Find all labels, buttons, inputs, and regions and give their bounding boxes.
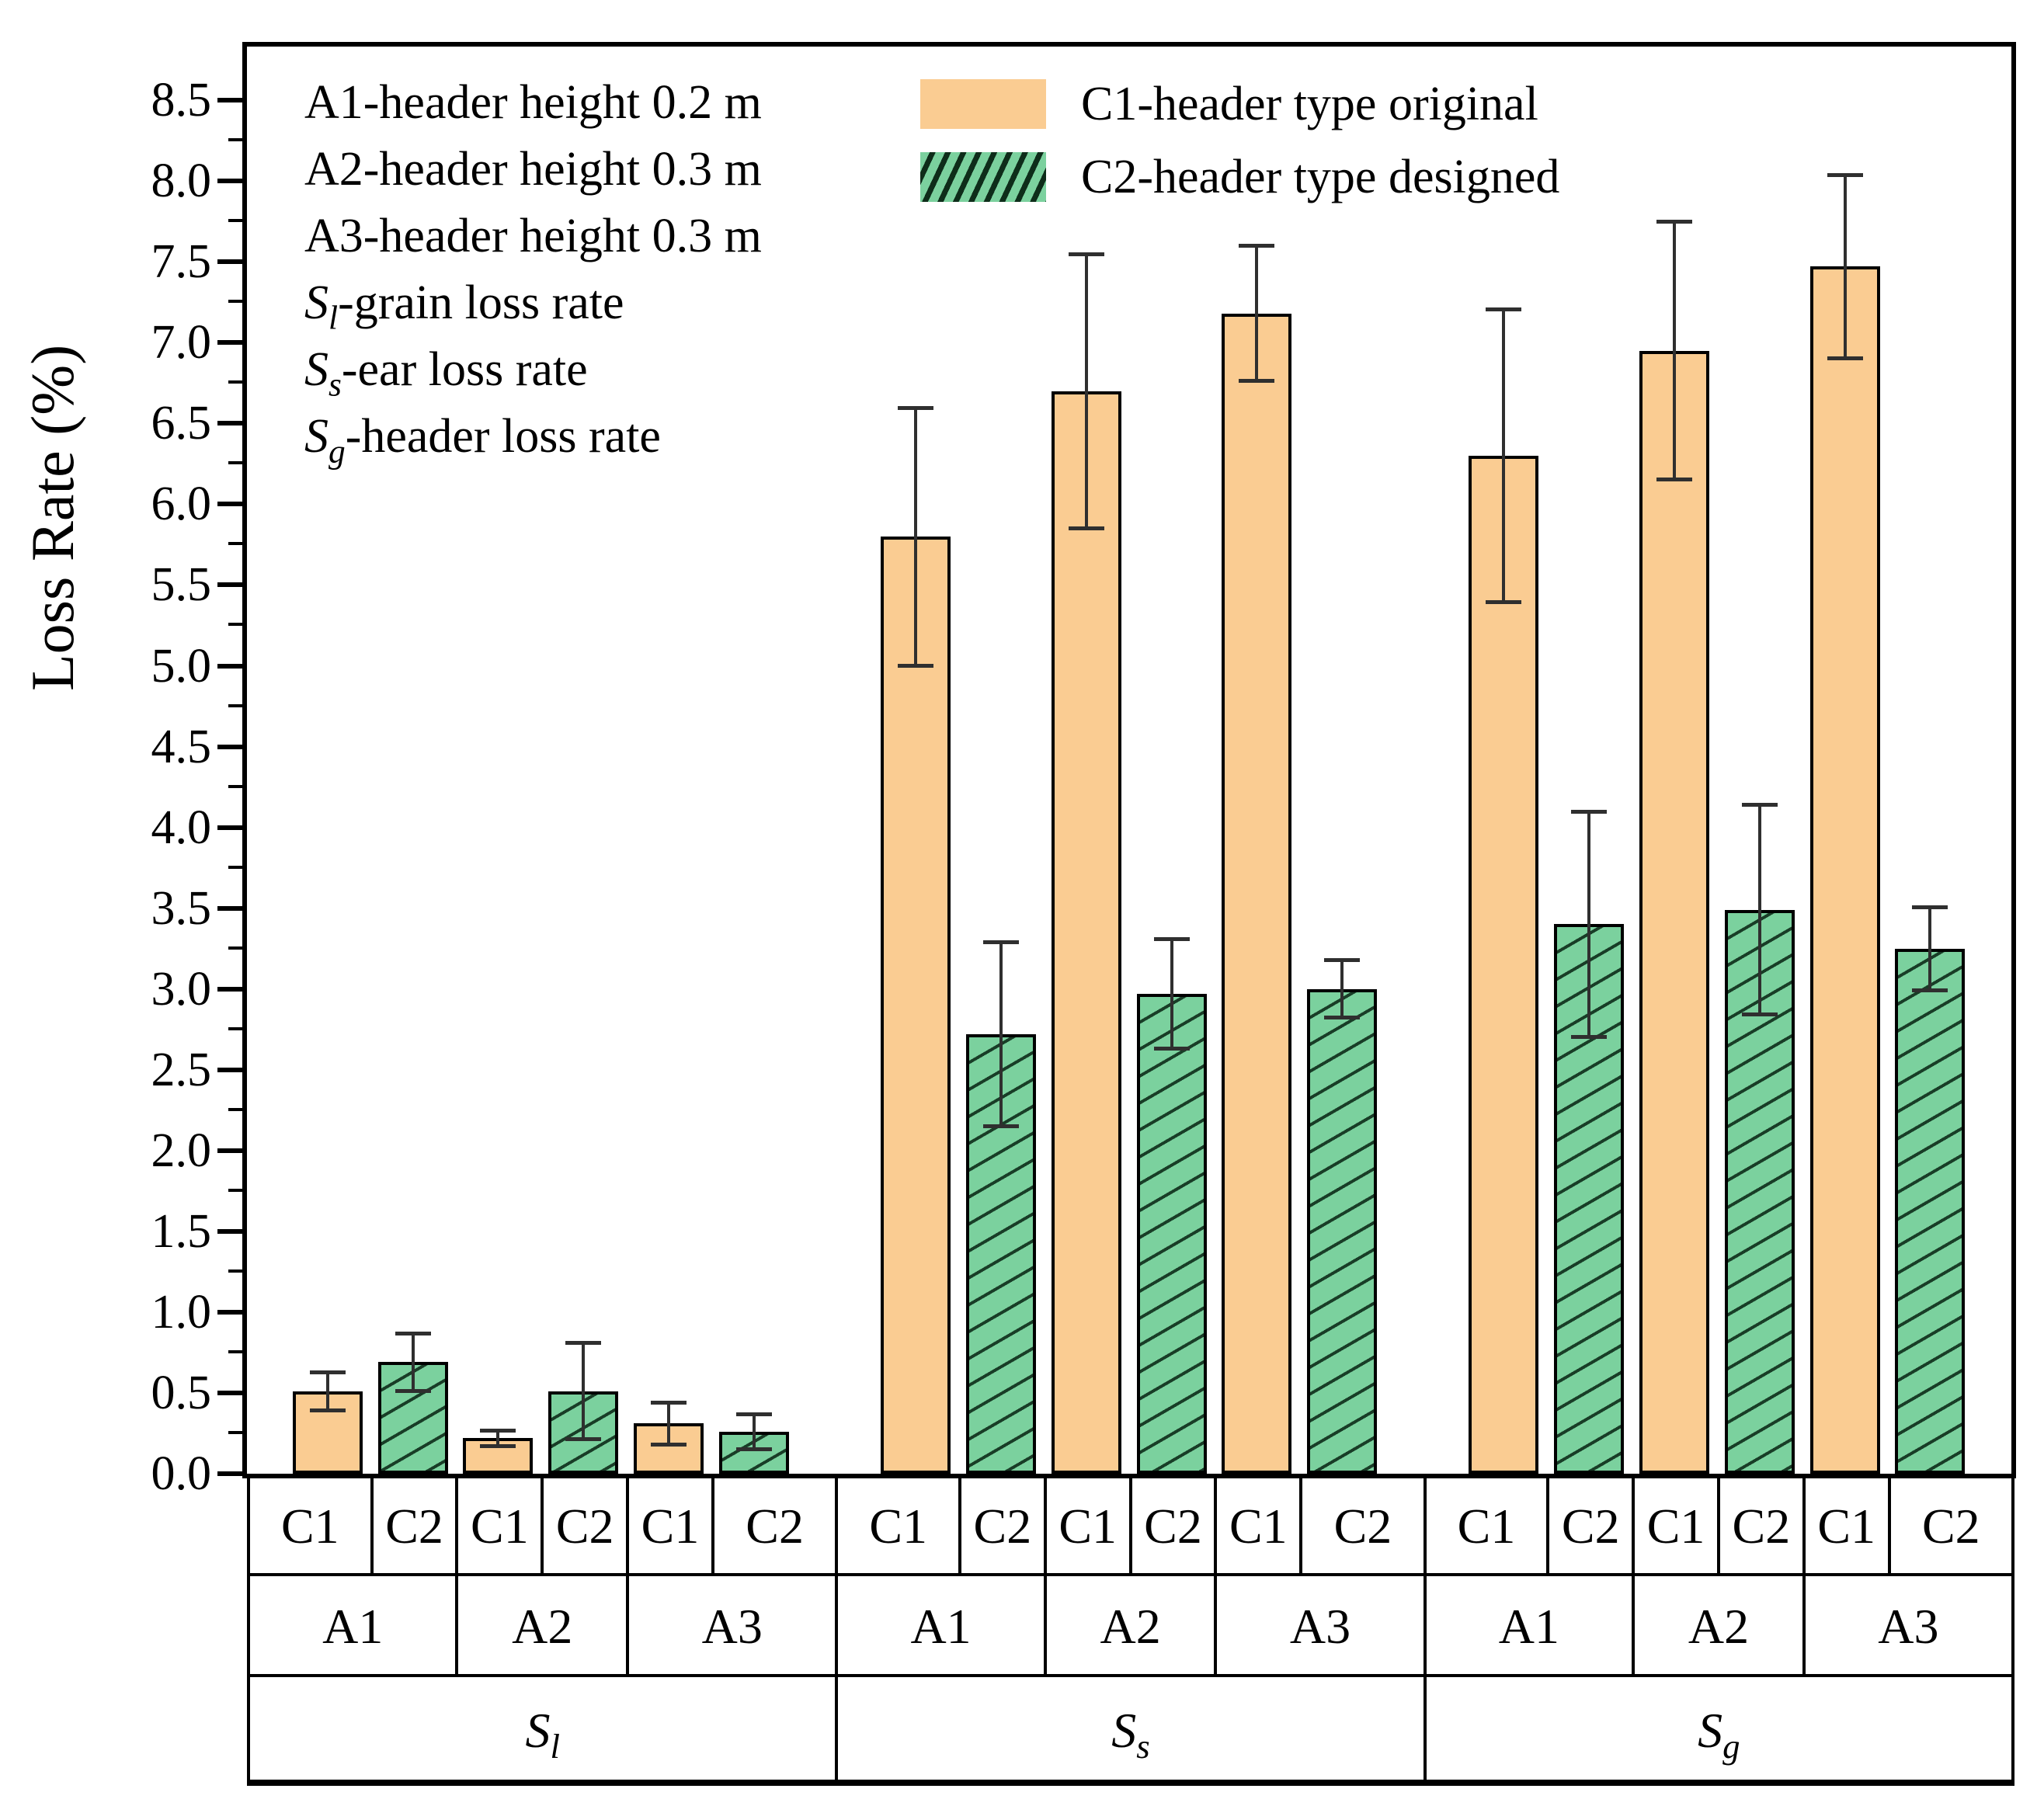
error-bar-Ss-A2-C2 <box>1170 939 1173 1049</box>
table-cell-Ss-A3: A3 <box>1214 1573 1426 1677</box>
error-cap-top <box>1069 252 1104 256</box>
y-major-tick <box>217 1068 242 1072</box>
error-cap-bottom <box>1486 600 1521 604</box>
table-cell-Sl-A1-C2: C2 <box>370 1474 459 1576</box>
table-cell-Ss-A1: A1 <box>835 1573 1046 1677</box>
bar-Ss-A2-C1 <box>1052 391 1121 1474</box>
error-cap-top <box>565 1341 601 1345</box>
y-tick-label: 6.0 <box>151 478 211 531</box>
y-major-tick <box>217 179 242 183</box>
table-cell-Sl-A1-C1: C1 <box>247 1474 374 1576</box>
bar-Ss-A2-C2 <box>1137 994 1207 1474</box>
y-major-tick <box>217 906 242 911</box>
error-bar-Sg-A1-C2 <box>1587 811 1590 1037</box>
y-tick-label: 2.0 <box>151 1124 211 1177</box>
table-cell-Sg-A1-C2: C2 <box>1546 1474 1635 1576</box>
error-bar-Sl-A1-C1 <box>326 1372 329 1411</box>
table-cell-Sg-A2-C2: C2 <box>1717 1474 1806 1576</box>
y-tick-label: 3.0 <box>151 962 211 1016</box>
y-tick-label: 1.0 <box>151 1285 211 1339</box>
error-cap-bottom <box>651 1443 687 1447</box>
y-tick-label: 2.5 <box>151 1043 211 1096</box>
bar-Sg-A1-C1 <box>1469 456 1538 1474</box>
y-tick-label: 5.0 <box>151 639 211 693</box>
error-cap-bottom <box>1239 379 1274 383</box>
error-bar-Sg-A1-C1 <box>1502 309 1505 603</box>
error-bar-Sl-A1-C2 <box>412 1333 415 1391</box>
table-cell-Sg-A2-C1: C1 <box>1632 1474 1720 1576</box>
table-cell-Sg-A3: A3 <box>1802 1573 2014 1677</box>
y-minor-tick <box>228 461 242 464</box>
table-cell-Ss-A3-C1: C1 <box>1214 1474 1302 1576</box>
error-cap-bottom <box>480 1444 516 1448</box>
error-cap-top <box>1656 220 1692 224</box>
y-minor-tick <box>228 542 242 545</box>
y-minor-tick <box>228 866 242 869</box>
y-minor-tick <box>228 785 242 788</box>
legend-swatch-c2 <box>920 152 1046 202</box>
y-tick-label: 7.0 <box>151 316 211 370</box>
error-cap-bottom <box>565 1437 601 1441</box>
table-cell-Sg-A2: A2 <box>1632 1573 1806 1677</box>
error-cap-bottom <box>310 1408 346 1412</box>
error-cap-top <box>1154 937 1190 941</box>
error-cap-top <box>1912 905 1948 909</box>
bar-Sg-A2-C1 <box>1639 351 1709 1474</box>
error-cap-bottom <box>1154 1047 1190 1051</box>
table-cell-Sl-A3-C1: C1 <box>626 1474 714 1576</box>
annotation-line: $S_s$-ear loss rate <box>304 343 588 404</box>
bar-Ss-A3-C2 <box>1307 989 1377 1474</box>
error-cap-top <box>1742 803 1778 807</box>
y-minor-tick <box>228 1269 242 1273</box>
table-cell-Sg-A1: A1 <box>1424 1573 1635 1677</box>
bar-Sg-A3-C1 <box>1810 266 1880 1474</box>
bar-Sg-A3-C2 <box>1895 949 1965 1474</box>
bar-Ss-A1-C1 <box>881 537 951 1474</box>
error-bar-Sg-A2-C2 <box>1758 804 1761 1015</box>
error-bar-Sl-A3-C1 <box>667 1402 670 1444</box>
error-cap-bottom <box>1571 1035 1607 1039</box>
error-bar-Sg-A3-C2 <box>1928 907 1931 991</box>
y-tick-label: 6.5 <box>151 397 211 450</box>
error-cap-bottom <box>1742 1012 1778 1016</box>
error-cap-top <box>1827 173 1863 177</box>
error-cap-top <box>310 1370 346 1374</box>
error-cap-top <box>1239 244 1274 248</box>
error-bar-Sg-A3-C1 <box>1844 175 1847 359</box>
annotation-line: A3-header height 0.3 m <box>304 210 762 262</box>
y-tick-label: 3.5 <box>151 881 211 935</box>
annotation-line: $S_g$-header loss rate <box>304 410 661 471</box>
y-major-tick <box>217 1310 242 1315</box>
table-cell-Ss-A2-C1: C1 <box>1044 1474 1132 1576</box>
y-minor-tick <box>228 138 242 141</box>
y-major-tick <box>217 987 242 992</box>
table-cell-Ss: $S_s$ <box>835 1674 1426 1786</box>
error-cap-bottom <box>395 1389 431 1393</box>
bar-Ss-A3-C1 <box>1222 314 1291 1474</box>
y-major-tick <box>217 745 242 749</box>
y-minor-tick <box>228 219 242 222</box>
error-bar-Sg-A2-C1 <box>1673 221 1676 480</box>
table-cell-Sg-A3-C2: C2 <box>1888 1474 2014 1576</box>
y-tick-label: 7.5 <box>151 235 211 289</box>
error-cap-top <box>1486 307 1521 311</box>
table-cell-Sl-A3: A3 <box>626 1573 838 1677</box>
table-cell-Ss-A1-C2: C2 <box>958 1474 1047 1576</box>
legend-label-c1: C1-header type original <box>1081 78 1538 130</box>
error-bar-Ss-A1-C2 <box>999 942 1003 1126</box>
y-tick-label: 1.5 <box>151 1204 211 1258</box>
error-cap-top <box>1571 810 1607 814</box>
table-cell-Sg: $S_g$ <box>1424 1674 2014 1786</box>
error-bar-Sl-A3-C2 <box>753 1414 756 1450</box>
y-tick-label: 8.0 <box>151 155 211 208</box>
table-cell-Sl-A2-C1: C1 <box>455 1474 544 1576</box>
y-tick-label: 5.5 <box>151 558 211 612</box>
y-major-tick <box>217 582 242 587</box>
y-major-tick <box>217 1148 242 1153</box>
table-cell-Sl: $S_l$ <box>247 1674 838 1786</box>
table-cell-Sl-A3-C2: C2 <box>711 1474 838 1576</box>
table-cell-Sl-A2-C2: C2 <box>541 1474 629 1576</box>
y-minor-tick <box>228 704 242 707</box>
annotation-line: $S_l$-grain loss rate <box>304 276 624 337</box>
y-minor-tick <box>228 1350 242 1353</box>
error-bar-Sl-A2-C2 <box>582 1342 585 1440</box>
table-cell-Sg-A3-C1: C1 <box>1802 1474 1891 1576</box>
y-tick-label: 0.5 <box>151 1366 211 1419</box>
error-cap-bottom <box>983 1124 1019 1128</box>
error-cap-bottom <box>898 664 933 668</box>
error-bar-Ss-A3-C2 <box>1340 960 1344 1018</box>
error-cap-bottom <box>1656 478 1692 481</box>
y-major-tick <box>217 98 242 102</box>
error-bar-Ss-A1-C1 <box>914 408 917 666</box>
y-major-tick <box>217 664 242 669</box>
error-cap-bottom <box>1069 526 1104 530</box>
y-minor-tick <box>228 1027 242 1030</box>
table-cell-Ss-A2-C2: C2 <box>1129 1474 1218 1576</box>
y-tick-label: 4.0 <box>151 801 211 854</box>
y-minor-tick <box>228 1431 242 1434</box>
y-major-tick <box>217 1229 242 1234</box>
y-major-tick <box>217 340 242 345</box>
y-minor-tick <box>228 380 242 384</box>
y-minor-tick <box>228 1189 242 1192</box>
error-cap-top <box>736 1412 772 1416</box>
y-major-tick <box>217 502 242 506</box>
error-cap-top <box>898 406 933 410</box>
y-major-tick <box>217 1471 242 1476</box>
error-cap-top <box>395 1332 431 1335</box>
error-cap-top <box>1324 958 1360 962</box>
error-cap-top <box>651 1401 687 1405</box>
y-minor-tick <box>228 300 242 303</box>
error-cap-bottom <box>1912 988 1948 992</box>
y-major-tick <box>217 1391 242 1395</box>
error-bar-Ss-A3-C1 <box>1255 245 1258 381</box>
y-major-tick <box>217 421 242 425</box>
table-cell-Ss-A3-C2: C2 <box>1299 1474 1426 1576</box>
y-tick-label: 0.0 <box>151 1447 211 1500</box>
y-tick-label: 4.5 <box>151 720 211 773</box>
error-cap-bottom <box>736 1447 772 1451</box>
y-axis-title: Loss Rate (%) <box>19 344 86 691</box>
error-cap-bottom <box>1324 1016 1360 1019</box>
table-cell-Sg-A1-C1: C1 <box>1424 1474 1550 1576</box>
y-minor-tick <box>228 623 242 626</box>
legend-swatch-c1 <box>920 79 1046 129</box>
table-cell-Sl-A2: A2 <box>455 1573 629 1677</box>
table-cell-Sl-A1: A1 <box>247 1573 458 1677</box>
table-cell-Ss-A2: A2 <box>1044 1573 1218 1677</box>
annotation-line: A1-header height 0.2 m <box>304 76 762 129</box>
error-bar-Ss-A2-C1 <box>1085 254 1088 529</box>
y-tick-label: 8.5 <box>151 74 211 127</box>
legend-label-c2: C2-header type designed <box>1081 151 1560 203</box>
y-minor-tick <box>228 1108 242 1111</box>
annotation-line: A2-header height 0.3 m <box>304 143 762 196</box>
error-cap-top <box>480 1429 516 1433</box>
table-cell-Ss-A1-C1: C1 <box>835 1474 961 1576</box>
y-minor-tick <box>228 946 242 950</box>
error-cap-bottom <box>1827 356 1863 360</box>
y-major-tick <box>217 259 242 264</box>
y-major-tick <box>217 825 242 830</box>
error-cap-top <box>983 940 1019 944</box>
